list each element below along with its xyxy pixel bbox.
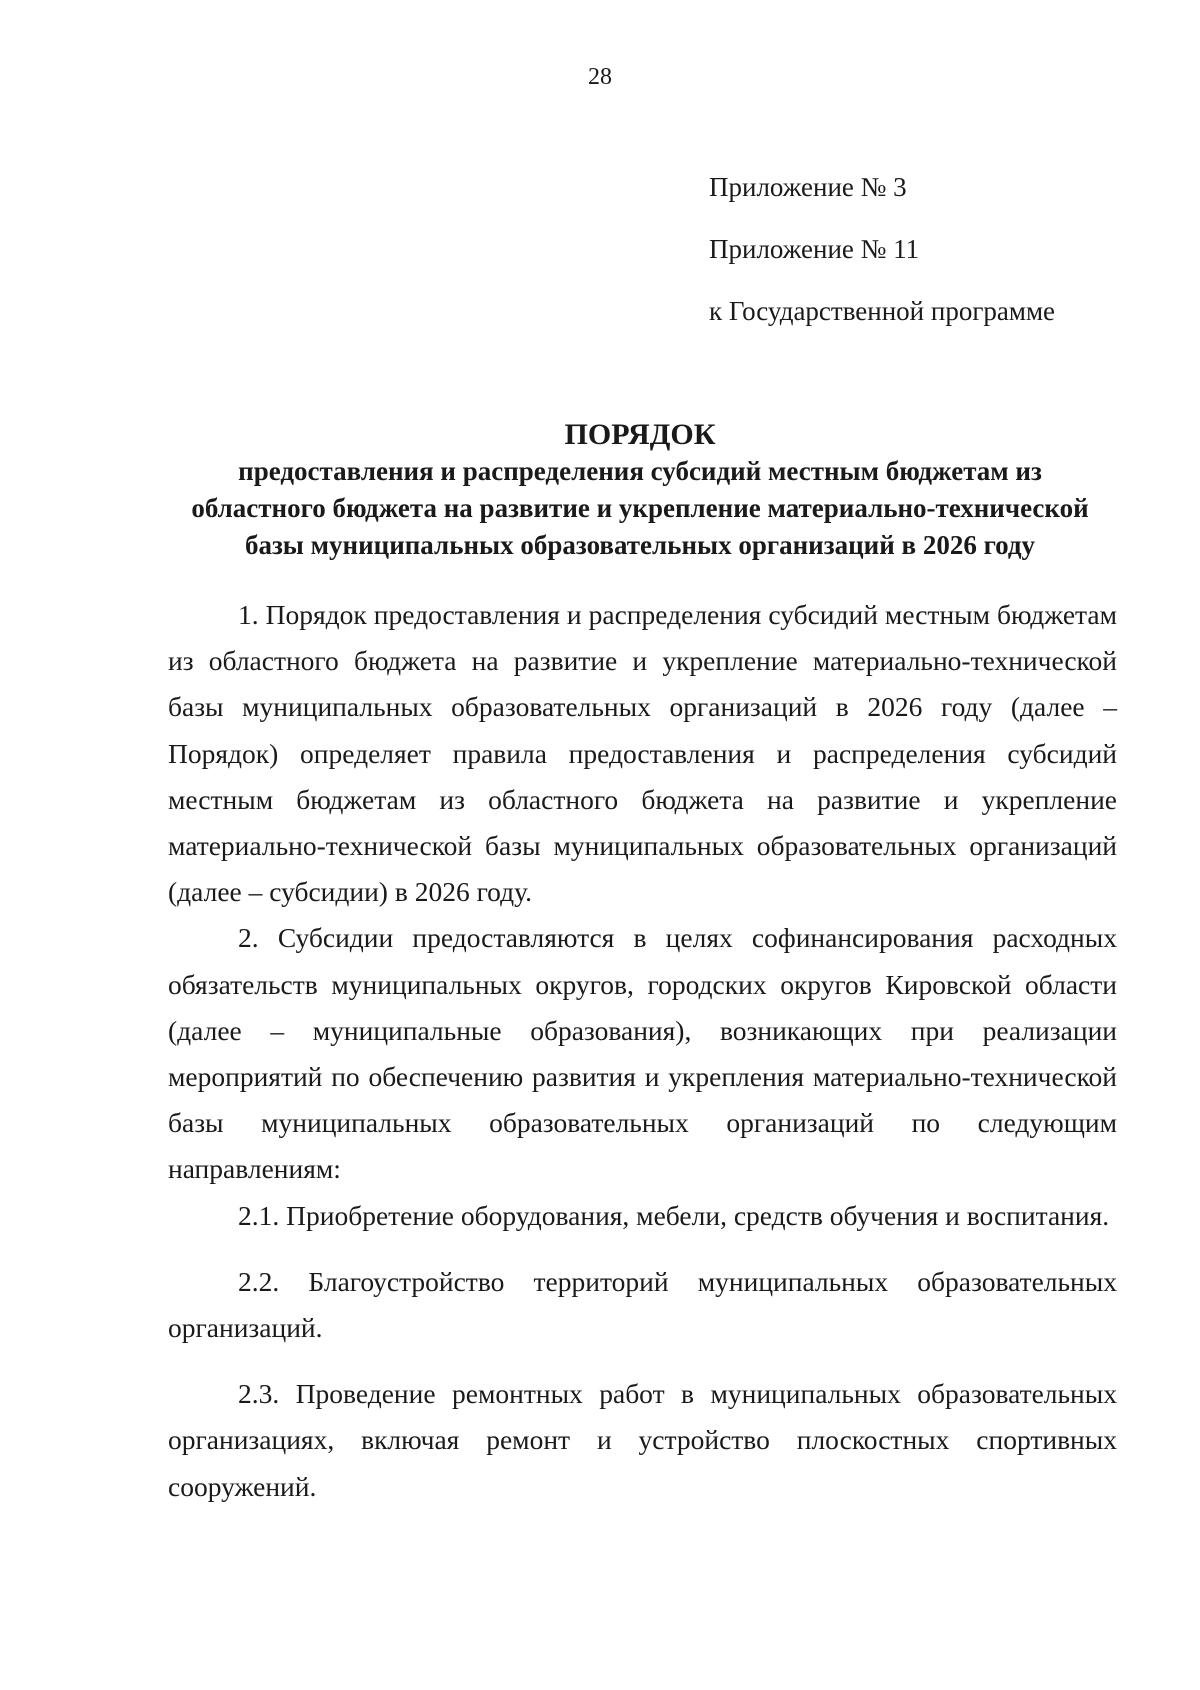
document-subtitle-line-3: базы муниципальных образовательных организаций в 2026 году (244, 530, 1036, 560)
paragraph-2: 2. Субсидии предоставляются в целях софинансирования расходных обязательств муниципальных округов, городских округов Кировской области (далее – муниципальные образования), возникающих при реализации мероприятий по обеспечению развития и укрепления материально-технической базы муниципальных образовательных организаций по следующим направлениям: (168, 922, 1117, 1185)
paragraph-2-2: 2.2. Благоустройство территорий муниципальных образовательных организаций. (168, 1265, 1117, 1344)
paragraph-1: 1. Порядок предоставления и распределения субсидий местным бюджетам из областного бюджета на развитие и укрепление материально-технической базы муниципальных образовательных организаций в 2026 году (далее – Порядок) определяет правила предоставления и распределения субсидий местным бюджетам из областного бюджета на развитие и укрепление материально-технической базы муниципальных образовательных организаций (далее – субсидии) в 2026 году. (168, 599, 1117, 908)
appendix-line-3: к Государственной программе (709, 296, 1056, 326)
appendix-line-1: Приложение № 3 (709, 172, 907, 202)
appendix-line-2: Приложение № 11 (709, 234, 920, 264)
document-subtitle-line-2: областного бюджета на развитие и укрепление материально-технической (191, 493, 1089, 523)
document-title: ПОРЯДОК (564, 418, 716, 451)
document-subtitle-line-1: предоставления и распределения субсидий местным бюджетам из (238, 456, 1042, 486)
document-heading (150, 416, 1130, 564)
page-number: 28 (588, 64, 612, 90)
paragraph-2-1: 2.1. Приобретение оборудования, мебели, средств обучения и воспитания. (238, 1199, 1110, 1231)
document-body (168, 592, 1117, 1510)
paragraph-2-3: 2.3. Проведение ремонтных работ в муниципальных образовательных организациях, включая ремонт и устройство плоскостных спортивных сооружений. (168, 1378, 1117, 1502)
